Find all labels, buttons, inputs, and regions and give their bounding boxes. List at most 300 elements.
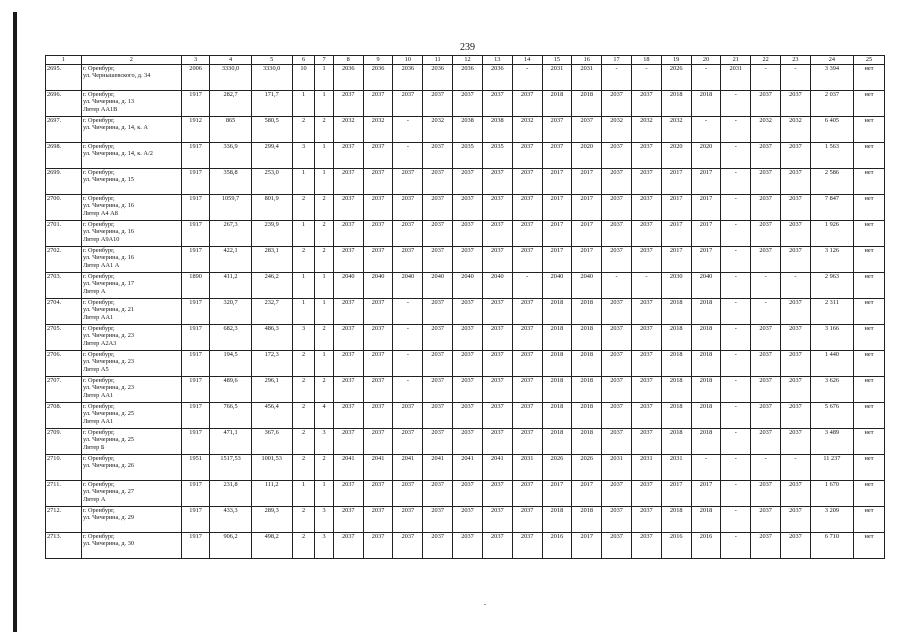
repair-year-cell: 2037 — [631, 429, 661, 455]
repair-year-cell: 2018 — [661, 429, 691, 455]
column-header: 24 — [810, 56, 853, 65]
repair-year-cell: 2031 — [661, 455, 691, 481]
repair-year-cell: - — [721, 351, 751, 377]
repair-year-cell: - — [631, 273, 661, 299]
repair-year-cell: 2037 — [751, 533, 781, 559]
repair-year-cell: 2041 — [363, 455, 393, 481]
row-number-cell: 2704. — [46, 299, 82, 325]
table-row — [46, 507, 885, 533]
living-area-cell: 367,6 — [251, 429, 292, 455]
flag-cell: нет — [854, 247, 885, 273]
living-area-cell: 253,0 — [251, 169, 292, 195]
repair-year-cell: 2037 — [363, 91, 393, 117]
column-header: 17 — [602, 56, 632, 65]
total-area-cell: 320,7 — [210, 299, 251, 325]
repair-year-cell: 2041 — [423, 455, 453, 481]
repair-year-cell: - — [721, 273, 751, 299]
repair-year-cell: 2018 — [691, 299, 721, 325]
repair-year-cell: 2037 — [453, 221, 483, 247]
table-row — [46, 221, 885, 247]
repair-year-cell: 2037 — [631, 481, 661, 507]
repair-year-cell: 2037 — [602, 299, 632, 325]
cost-cell: 5 676 — [810, 403, 853, 429]
repair-year-cell: 2037 — [363, 169, 393, 195]
repair-year-cell: 2037 — [512, 91, 542, 117]
address-cell: г. Оренбург, ул. Чичерина, д. 23 Литер А5 — [81, 351, 181, 377]
living-area-cell: 111,2 — [251, 481, 292, 507]
build-year-cell: 1917 — [181, 403, 210, 429]
cost-cell: 3 209 — [810, 507, 853, 533]
build-year-cell: 1951 — [181, 455, 210, 481]
column-header: 21 — [721, 56, 751, 65]
repair-year-cell: - — [691, 117, 721, 143]
page-number: 239 — [460, 42, 475, 53]
build-year-cell: 1917 — [181, 299, 210, 325]
repair-year-cell: 2018 — [542, 325, 572, 351]
table-row — [46, 481, 885, 507]
row-number-cell: 2706. — [46, 351, 82, 377]
entrances-cell: 1 — [315, 351, 334, 377]
repair-year-cell: 2032 — [423, 117, 453, 143]
repair-year-cell: 2032 — [751, 117, 781, 143]
repair-year-cell: 2037 — [751, 507, 781, 533]
repair-year-cell: 2037 — [631, 247, 661, 273]
total-area-cell: 231,8 — [210, 481, 251, 507]
table-row — [46, 169, 885, 195]
repair-year-cell: - — [691, 65, 721, 91]
repair-year-cell: 2037 — [602, 169, 632, 195]
repair-year-cell: 2037 — [363, 325, 393, 351]
repair-year-cell: 2037 — [393, 247, 423, 273]
repair-year-cell: 2037 — [453, 195, 483, 221]
repair-year-cell: 2017 — [572, 481, 602, 507]
repair-year-cell: - — [751, 299, 781, 325]
repair-year-cell: 2037 — [751, 221, 781, 247]
address-cell: г. Оренбург, ул. Чичерина, д. 14, к. А — [81, 117, 181, 143]
repair-year-cell: 2037 — [751, 429, 781, 455]
flag-cell: нет — [854, 299, 885, 325]
total-area-cell: 682,3 — [210, 325, 251, 351]
table-row — [46, 325, 885, 351]
living-area-cell: 299,4 — [251, 143, 292, 169]
repair-year-cell: 2018 — [542, 351, 572, 377]
repair-year-cell: 2037 — [423, 91, 453, 117]
repair-year-cell: 2036 — [423, 65, 453, 91]
repair-year-cell: 2037 — [423, 169, 453, 195]
address-cell: г. Оренбург, ул. Чичерина, д. 16 Литер АА1 А — [81, 247, 181, 273]
repair-year-cell: 2037 — [751, 403, 781, 429]
column-header: 15 — [542, 56, 572, 65]
repair-year-cell: 2037 — [781, 247, 811, 273]
repair-year-cell: 2017 — [691, 481, 721, 507]
repair-year-cell: 2018 — [661, 351, 691, 377]
address-cell: г. Оренбург, ул. Чичерина, д. 15 — [81, 169, 181, 195]
repair-year-cell: 2031 — [572, 65, 602, 91]
repair-year-cell: 2037 — [512, 247, 542, 273]
repair-year-cell: 2037 — [602, 195, 632, 221]
repair-year-cell: 2018 — [542, 403, 572, 429]
flag-cell: нет — [854, 351, 885, 377]
floors-cell: 1 — [292, 481, 315, 507]
repair-year-cell: 2037 — [393, 91, 423, 117]
repair-year-cell: - — [512, 273, 542, 299]
repair-year-cell: 2037 — [482, 325, 512, 351]
column-header: 4 — [210, 56, 251, 65]
column-header: 20 — [691, 56, 721, 65]
repair-year-cell: 2037 — [453, 351, 483, 377]
address-cell: г. Оренбург, ул. Чичерина, д. 23 Литер АА1 — [81, 377, 181, 403]
living-area-cell: 1001,53 — [251, 455, 292, 481]
repair-year-cell: 2017 — [572, 169, 602, 195]
repair-year-cell: 2037 — [423, 429, 453, 455]
row-number-cell: 2711. — [46, 481, 82, 507]
repair-year-cell: 2041 — [393, 455, 423, 481]
repair-year-cell: 2037 — [512, 351, 542, 377]
repair-year-cell: 2037 — [453, 299, 483, 325]
repair-year-cell: 2037 — [393, 533, 423, 559]
entrances-cell: 2 — [315, 221, 334, 247]
repair-year-cell: 2037 — [482, 507, 512, 533]
repair-year-cell: 2037 — [333, 507, 363, 533]
repair-year-cell: 2040 — [572, 273, 602, 299]
repair-year-cell: - — [721, 533, 751, 559]
repair-year-cell: 2037 — [512, 481, 542, 507]
repair-year-cell: 2037 — [363, 299, 393, 325]
row-number-cell: 2703. — [46, 273, 82, 299]
row-number-cell: 2699. — [46, 169, 82, 195]
repair-year-cell: 2037 — [423, 377, 453, 403]
repair-year-cell: 2032 — [631, 117, 661, 143]
floors-cell: 2 — [292, 377, 315, 403]
repair-year-cell: 2037 — [751, 325, 781, 351]
table-row — [46, 455, 885, 481]
column-header: 23 — [781, 56, 811, 65]
column-header: 13 — [482, 56, 512, 65]
flag-cell: нет — [854, 455, 885, 481]
repair-year-cell: 2018 — [691, 507, 721, 533]
column-header: 11 — [423, 56, 453, 65]
repair-year-cell: 2018 — [691, 91, 721, 117]
repair-year-cell: 2037 — [482, 247, 512, 273]
repair-year-cell: 2036 — [333, 65, 363, 91]
entrances-cell: 2 — [315, 377, 334, 403]
repair-year-cell: 2037 — [542, 143, 572, 169]
flag-cell: нет — [854, 273, 885, 299]
repair-year-cell: 2037 — [781, 429, 811, 455]
repair-year-cell: 2018 — [572, 507, 602, 533]
repair-year-cell: 2037 — [453, 91, 483, 117]
repair-year-cell: 2018 — [572, 403, 602, 429]
repair-year-cell: - — [781, 455, 811, 481]
repair-year-cell: 2037 — [423, 533, 453, 559]
repair-year-cell: 2017 — [572, 195, 602, 221]
repair-year-cell: 2018 — [661, 299, 691, 325]
repair-year-cell: 2017 — [572, 221, 602, 247]
repair-year-cell: 2026 — [542, 455, 572, 481]
repair-year-cell: 2037 — [781, 299, 811, 325]
address-cell: г. Оренбург, ул. Чичерина, д. 17 Литер А — [81, 273, 181, 299]
address-cell: г. Оренбург, ул. Чичерина, д. 14, к. А/2 — [81, 143, 181, 169]
living-area-cell: 296,1 — [251, 377, 292, 403]
entrances-cell: 3 — [315, 533, 334, 559]
row-number-cell: 2698. — [46, 143, 82, 169]
repair-year-cell: 2017 — [572, 533, 602, 559]
build-year-cell: 1917 — [181, 429, 210, 455]
repair-year-cell: 2037 — [423, 143, 453, 169]
cost-cell: 3 166 — [810, 325, 853, 351]
repair-year-cell: 2037 — [482, 377, 512, 403]
repair-year-cell: 2018 — [661, 507, 691, 533]
floors-cell: 2 — [292, 117, 315, 143]
repair-year-cell: 2030 — [661, 273, 691, 299]
repair-year-cell: 2037 — [781, 169, 811, 195]
repair-year-cell: 2017 — [661, 221, 691, 247]
repair-year-cell: 2040 — [363, 273, 393, 299]
address-cell: г. Оренбург, ул. Чичерина, д. 16 Литер А9А10 — [81, 221, 181, 247]
repair-year-cell: 2037 — [572, 117, 602, 143]
address-cell: г. Оренбург, ул. Чичерина, д. 25 Литер Б — [81, 429, 181, 455]
repair-year-cell: 2037 — [631, 91, 661, 117]
repair-year-cell: 2037 — [602, 403, 632, 429]
repair-year-cell: - — [393, 143, 423, 169]
repair-year-cell: 2037 — [482, 299, 512, 325]
repair-year-cell: 2037 — [423, 221, 453, 247]
repair-year-cell: 2037 — [781, 195, 811, 221]
flag-cell: нет — [854, 429, 885, 455]
address-cell: г. Оренбург, ул. Чичерина, д. 16 Литер А4 А8 — [81, 195, 181, 221]
repair-year-cell: 2037 — [631, 195, 661, 221]
repair-year-cell: 2036 — [393, 65, 423, 91]
floors-cell: 1 — [292, 273, 315, 299]
repair-year-cell: - — [721, 247, 751, 273]
column-header: 1 — [46, 56, 82, 65]
repair-year-cell: 2018 — [542, 507, 572, 533]
repair-year-cell: 2037 — [333, 377, 363, 403]
flag-cell: нет — [854, 65, 885, 91]
row-number-cell: 2705. — [46, 325, 82, 351]
repair-year-cell: 2020 — [572, 143, 602, 169]
repair-year-cell: 2037 — [781, 143, 811, 169]
repair-year-cell: - — [721, 325, 751, 351]
repair-year-cell: 2037 — [751, 143, 781, 169]
living-area-cell: 246,2 — [251, 273, 292, 299]
cost-cell: 2 311 — [810, 299, 853, 325]
repair-year-cell: 2037 — [333, 169, 363, 195]
repair-year-cell: 2032 — [333, 117, 363, 143]
repair-year-cell: 2017 — [542, 247, 572, 273]
build-year-cell: 1917 — [181, 533, 210, 559]
living-area-cell: 289,3 — [251, 507, 292, 533]
repair-year-cell: 2018 — [661, 91, 691, 117]
repair-year-cell: 2037 — [333, 481, 363, 507]
repair-year-cell: 2037 — [512, 169, 542, 195]
repair-year-cell: - — [721, 195, 751, 221]
repair-year-cell: - — [512, 65, 542, 91]
entrances-cell: 4 — [315, 403, 334, 429]
repair-year-cell: 2018 — [691, 325, 721, 351]
repair-year-cell: 2037 — [363, 403, 393, 429]
table-body — [46, 65, 885, 559]
total-area-cell: 282,7 — [210, 91, 251, 117]
table-row — [46, 65, 885, 91]
repair-year-cell: 2037 — [333, 143, 363, 169]
repair-year-cell: 2037 — [631, 377, 661, 403]
table-row — [46, 273, 885, 299]
repair-year-cell: 2037 — [751, 91, 781, 117]
repair-year-cell: 2032 — [602, 117, 632, 143]
repair-year-cell: 2037 — [363, 195, 393, 221]
repair-year-cell: 2037 — [781, 221, 811, 247]
repair-year-cell: 2037 — [631, 533, 661, 559]
repair-year-cell: - — [721, 117, 751, 143]
repair-year-cell: 2037 — [333, 533, 363, 559]
repair-year-cell: - — [721, 377, 751, 403]
repair-year-cell: 2037 — [333, 221, 363, 247]
repair-year-cell: 2018 — [542, 91, 572, 117]
row-number-cell: 2713. — [46, 533, 82, 559]
repair-year-cell: 2037 — [333, 299, 363, 325]
repair-year-cell: 2037 — [393, 403, 423, 429]
build-year-cell: 1917 — [181, 91, 210, 117]
repair-year-cell: 2037 — [423, 247, 453, 273]
row-number-cell: 2708. — [46, 403, 82, 429]
repair-year-cell: 2037 — [781, 377, 811, 403]
binding-bar — [13, 12, 17, 632]
repair-year-cell: 2017 — [691, 247, 721, 273]
floors-cell: 2 — [292, 507, 315, 533]
repair-year-cell: 2037 — [423, 403, 453, 429]
living-area-cell: 239,9 — [251, 221, 292, 247]
repair-year-cell: - — [721, 481, 751, 507]
repair-year-cell: 2035 — [482, 143, 512, 169]
row-number-cell: 2695. — [46, 65, 82, 91]
repair-year-cell: 2037 — [751, 481, 781, 507]
repair-year-cell: - — [751, 65, 781, 91]
address-cell: г. Оренбург, ул. Чичерина, д. 26 — [81, 455, 181, 481]
living-area-cell: 172,3 — [251, 351, 292, 377]
build-year-cell: 1917 — [181, 325, 210, 351]
living-area-cell: 801,9 — [251, 195, 292, 221]
repair-year-cell: 2018 — [572, 429, 602, 455]
column-header: 16 — [572, 56, 602, 65]
cost-cell: 6 710 — [810, 533, 853, 559]
flag-cell: нет — [854, 533, 885, 559]
repair-year-cell: 2037 — [781, 507, 811, 533]
build-year-cell: 1917 — [181, 377, 210, 403]
total-area-cell: 194,5 — [210, 351, 251, 377]
repair-year-cell: 2037 — [781, 351, 811, 377]
floors-cell: 2 — [292, 351, 315, 377]
repair-year-cell: 2037 — [512, 533, 542, 559]
housing-repair-table — [45, 55, 885, 559]
repair-year-cell: 2037 — [631, 169, 661, 195]
total-area-cell: 3330,0 — [210, 65, 251, 91]
repair-year-cell: 2037 — [751, 195, 781, 221]
repair-year-cell: 2037 — [453, 481, 483, 507]
build-year-cell: 1917 — [181, 247, 210, 273]
repair-year-cell: 2031 — [512, 455, 542, 481]
repair-year-cell: 2037 — [631, 403, 661, 429]
repair-year-cell: 2037 — [512, 403, 542, 429]
floors-cell: 1 — [292, 169, 315, 195]
repair-year-cell: 2017 — [661, 169, 691, 195]
repair-year-cell: 2018 — [572, 325, 602, 351]
living-area-cell: 171,7 — [251, 91, 292, 117]
repair-year-cell: 2037 — [631, 299, 661, 325]
living-area-cell: 456,4 — [251, 403, 292, 429]
repair-year-cell: 2040 — [333, 273, 363, 299]
build-year-cell: 2006 — [181, 65, 210, 91]
repair-year-cell: 2037 — [631, 221, 661, 247]
repair-year-cell: - — [751, 273, 781, 299]
table-row — [46, 299, 885, 325]
repair-year-cell: 2037 — [453, 403, 483, 429]
table-row — [46, 143, 885, 169]
repair-year-cell: - — [721, 143, 751, 169]
repair-year-cell: 2040 — [393, 273, 423, 299]
column-header: 9 — [363, 56, 393, 65]
repair-year-cell: 2037 — [393, 507, 423, 533]
repair-year-cell: 2037 — [423, 195, 453, 221]
column-header: 19 — [661, 56, 691, 65]
build-year-cell: 1917 — [181, 221, 210, 247]
repair-year-cell: 2037 — [453, 507, 483, 533]
total-area-cell: 865 — [210, 117, 251, 143]
floors-cell: 3 — [292, 143, 315, 169]
repair-year-cell: - — [721, 455, 751, 481]
total-area-cell: 766,5 — [210, 403, 251, 429]
repair-year-cell: 2037 — [631, 507, 661, 533]
repair-year-cell: 2037 — [751, 351, 781, 377]
repair-year-cell: - — [781, 65, 811, 91]
flag-cell: нет — [854, 195, 885, 221]
floors-cell: 2 — [292, 247, 315, 273]
column-number-row — [46, 56, 885, 65]
build-year-cell: 1917 — [181, 195, 210, 221]
build-year-cell: 1890 — [181, 273, 210, 299]
address-cell: г. Оренбург, ул. Чичерина, д. 27 Литер А — [81, 481, 181, 507]
repair-year-cell: 2037 — [482, 481, 512, 507]
repair-year-cell: - — [721, 299, 751, 325]
repair-year-cell: 2037 — [512, 221, 542, 247]
repair-year-cell: - — [631, 65, 661, 91]
repair-year-cell: 2032 — [661, 117, 691, 143]
row-number-cell: 2707. — [46, 377, 82, 403]
table-row — [46, 403, 885, 429]
column-header: 8 — [333, 56, 363, 65]
repair-year-cell: 2037 — [602, 481, 632, 507]
flag-cell: нет — [854, 507, 885, 533]
repair-year-cell: 2031 — [721, 65, 751, 91]
repair-year-cell: 2037 — [333, 403, 363, 429]
address-cell: г. Оренбург, ул. Чернышевского, д. 34 — [81, 65, 181, 91]
total-area-cell: 471,1 — [210, 429, 251, 455]
repair-year-cell: 2018 — [572, 91, 602, 117]
housing-table-container — [45, 55, 885, 559]
repair-year-cell: 2037 — [453, 533, 483, 559]
repair-year-cell: 2018 — [572, 299, 602, 325]
repair-year-cell: - — [721, 91, 751, 117]
repair-year-cell: 2037 — [482, 429, 512, 455]
repair-year-cell: 2041 — [333, 455, 363, 481]
repair-year-cell: 2037 — [482, 91, 512, 117]
repair-year-cell: - — [393, 325, 423, 351]
column-header: 7 — [315, 56, 334, 65]
repair-year-cell: 2017 — [542, 481, 572, 507]
repair-year-cell: 2016 — [542, 533, 572, 559]
repair-year-cell: 2037 — [423, 299, 453, 325]
entrances-cell: 1 — [315, 481, 334, 507]
